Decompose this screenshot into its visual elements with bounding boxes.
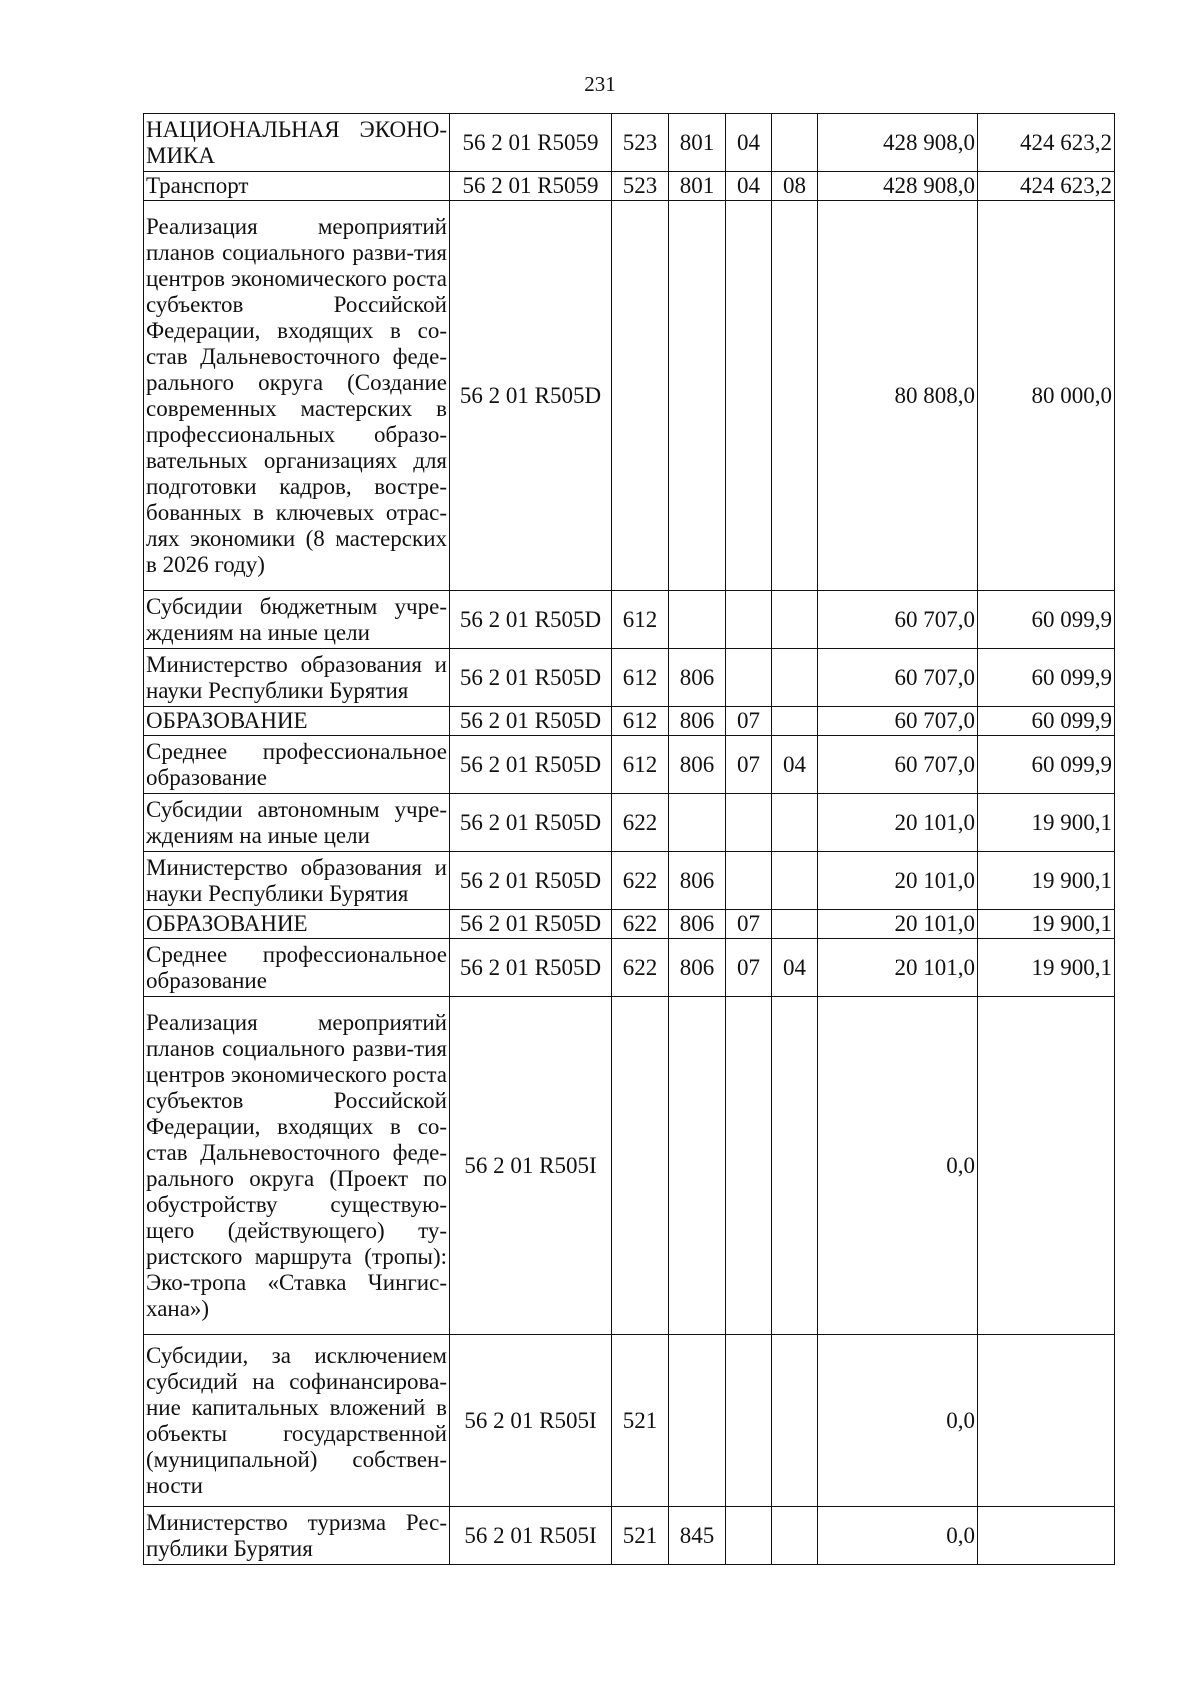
amount-2026-cell	[978, 1335, 1115, 1507]
section-cell	[726, 201, 772, 591]
amount-2025-cell: 20 101,0	[818, 852, 978, 910]
target-code-cell: 56 2 01 R505D	[450, 852, 612, 910]
target-code-cell: 56 2 01 R505D	[450, 794, 612, 852]
section-cell	[726, 1335, 772, 1507]
amount-2025-cell: 20 101,0	[818, 910, 978, 939]
amount-2026-cell: 424 623,2	[978, 172, 1115, 201]
row-name-cell: Реализация мероприятий планов социального разви-тия центров экономического роста субъектов Российской Федерации, входящих в со-став Дальневосточного феде-рального округа (Создание современных мастерских в профессиональных образо-вательных организациях для подготовки кадров, востре-бованных в ключевых отрас-лях экономики (8 мастерских в 2026 году)	[144, 201, 450, 591]
table-row	[144, 1507, 1115, 1565]
expense-type-cell: 622	[612, 910, 669, 939]
row-name-cell: Среднее профессиональное образование	[144, 939, 450, 997]
expense-type-cell	[612, 201, 669, 591]
subsection-cell: 04	[772, 939, 818, 997]
section-cell	[726, 649, 772, 707]
row-name-cell: Субсидии, за исключением субсидий на софинансирова-ние капитальных вложений в объекты государственной (муниципальной) собствен-ности	[144, 1335, 450, 1507]
ministry-code-cell: 806	[669, 939, 726, 997]
ministry-code-cell: 806	[669, 707, 726, 736]
target-code-cell: 56 2 01 R5059	[450, 114, 612, 172]
table-row	[144, 736, 1115, 794]
ministry-code-cell: 806	[669, 649, 726, 707]
target-code-cell: 56 2 01 R5059	[450, 172, 612, 201]
amount-2026-cell: 80 000,0	[978, 201, 1115, 591]
subsection-cell	[772, 707, 818, 736]
section-cell: 07	[726, 707, 772, 736]
ministry-code-cell	[669, 1335, 726, 1507]
amount-2025-cell: 428 908,0	[818, 114, 978, 172]
amount-2025-cell: 0,0	[818, 1335, 978, 1507]
amount-2025-cell: 0,0	[818, 1507, 978, 1565]
target-code-cell: 56 2 01 R505D	[450, 591, 612, 649]
amount-2026-cell: 60 099,9	[978, 649, 1115, 707]
amount-2026-cell: 60 099,9	[978, 591, 1115, 649]
row-name-cell: Транспорт	[144, 172, 450, 201]
budget-table	[143, 113, 1115, 1565]
subsection-cell	[772, 852, 818, 910]
target-code-cell: 56 2 01 R505D	[450, 201, 612, 591]
row-name-cell: ОБРАЗОВАНИЕ	[144, 707, 450, 736]
table-row	[144, 172, 1115, 201]
expense-type-cell: 523	[612, 114, 669, 172]
ministry-code-cell	[669, 201, 726, 591]
amount-2025-cell: 428 908,0	[818, 172, 978, 201]
ministry-code-cell: 801	[669, 114, 726, 172]
target-code-cell: 56 2 01 R505D	[450, 910, 612, 939]
row-name-cell: ОБРАЗОВАНИЕ	[144, 910, 450, 939]
section-cell: 07	[726, 736, 772, 794]
section-cell	[726, 794, 772, 852]
amount-2026-cell: 60 099,9	[978, 736, 1115, 794]
subsection-cell	[772, 1335, 818, 1507]
target-code-cell: 56 2 01 R505D	[450, 649, 612, 707]
subsection-cell	[772, 201, 818, 591]
table-row	[144, 910, 1115, 939]
expense-type-cell: 622	[612, 794, 669, 852]
ministry-code-cell	[669, 997, 726, 1335]
amount-2025-cell: 60 707,0	[818, 591, 978, 649]
subsection-cell	[772, 591, 818, 649]
amount-2026-cell: 424 623,2	[978, 114, 1115, 172]
row-name-cell: Министерство образования и науки Республики Бурятия	[144, 852, 450, 910]
amount-2026-cell	[978, 1507, 1115, 1565]
amount-2025-cell: 60 707,0	[818, 707, 978, 736]
target-code-cell: 56 2 01 R505D	[450, 736, 612, 794]
subsection-cell	[772, 794, 818, 852]
section-cell: 04	[726, 172, 772, 201]
row-name-cell: Министерство туризма Рес-публики Бурятия	[144, 1507, 450, 1565]
amount-2025-cell: 0,0	[818, 997, 978, 1335]
amount-2026-cell: 19 900,1	[978, 939, 1115, 997]
target-code-cell: 56 2 01 R505I	[450, 997, 612, 1335]
expense-type-cell: 612	[612, 707, 669, 736]
section-cell: 04	[726, 114, 772, 172]
amount-2025-cell: 20 101,0	[818, 939, 978, 997]
amount-2025-cell: 20 101,0	[818, 794, 978, 852]
table-row	[144, 852, 1115, 910]
expense-type-cell: 521	[612, 1507, 669, 1565]
target-code-cell: 56 2 01 R505I	[450, 1507, 612, 1565]
amount-2026-cell: 19 900,1	[978, 852, 1115, 910]
expense-type-cell: 612	[612, 736, 669, 794]
expense-type-cell: 521	[612, 1335, 669, 1507]
ministry-code-cell: 806	[669, 736, 726, 794]
ministry-code-cell: 806	[669, 852, 726, 910]
row-name-cell: Министерство образования и науки Республики Бурятия	[144, 649, 450, 707]
page-number: 231	[584, 72, 616, 96]
ministry-code-cell: 845	[669, 1507, 726, 1565]
amount-2026-cell: 60 099,9	[978, 707, 1115, 736]
section-cell: 07	[726, 910, 772, 939]
row-name-cell: Субсидии автономным учре-ждениям на иные цели	[144, 794, 450, 852]
subsection-cell	[772, 649, 818, 707]
expense-type-cell: 622	[612, 939, 669, 997]
amount-2025-cell: 60 707,0	[818, 736, 978, 794]
section-cell	[726, 997, 772, 1335]
amount-2026-cell: 19 900,1	[978, 794, 1115, 852]
table-row	[144, 939, 1115, 997]
amount-2025-cell: 80 808,0	[818, 201, 978, 591]
table-row	[144, 114, 1115, 172]
row-name-cell: НАЦИОНАЛЬНАЯ ЭКОНО-МИКА	[144, 114, 450, 172]
row-name-cell: Среднее профессиональное образование	[144, 736, 450, 794]
subsection-cell	[772, 1507, 818, 1565]
section-cell	[726, 852, 772, 910]
expense-type-cell: 523	[612, 172, 669, 201]
expense-type-cell: 622	[612, 852, 669, 910]
row-name-cell: Субсидии бюджетным учре-ждениям на иные цели	[144, 591, 450, 649]
table-row	[144, 794, 1115, 852]
target-code-cell: 56 2 01 R505I	[450, 1335, 612, 1507]
ministry-code-cell	[669, 794, 726, 852]
target-code-cell: 56 2 01 R505D	[450, 707, 612, 736]
subsection-cell	[772, 997, 818, 1335]
row-name-cell: Реализация мероприятий планов социального разви-тия центров экономического роста субъектов Российской Федерации, входящих в со-став Дальневосточного феде-рального округа (Проект по обустройству существую-щего (действующего) ту-ристского маршрута (тропы): Эко-тропа «Ставка Чингис-хана»)	[144, 997, 450, 1335]
table-row	[144, 1335, 1115, 1507]
table-row	[144, 649, 1115, 707]
table-row	[144, 201, 1115, 591]
subsection-cell	[772, 910, 818, 939]
table-row	[144, 707, 1115, 736]
table-row	[144, 997, 1115, 1335]
section-cell: 07	[726, 939, 772, 997]
ministry-code-cell: 801	[669, 172, 726, 201]
subsection-cell	[772, 114, 818, 172]
ministry-code-cell	[669, 591, 726, 649]
section-cell	[726, 1507, 772, 1565]
subsection-cell: 08	[772, 172, 818, 201]
subsection-cell: 04	[772, 736, 818, 794]
section-cell	[726, 591, 772, 649]
ministry-code-cell: 806	[669, 910, 726, 939]
expense-type-cell	[612, 997, 669, 1335]
table-row	[144, 591, 1115, 649]
target-code-cell: 56 2 01 R505D	[450, 939, 612, 997]
amount-2026-cell	[978, 997, 1115, 1335]
amount-2026-cell: 19 900,1	[978, 910, 1115, 939]
expense-type-cell: 612	[612, 591, 669, 649]
amount-2025-cell: 60 707,0	[818, 649, 978, 707]
expense-type-cell: 612	[612, 649, 669, 707]
